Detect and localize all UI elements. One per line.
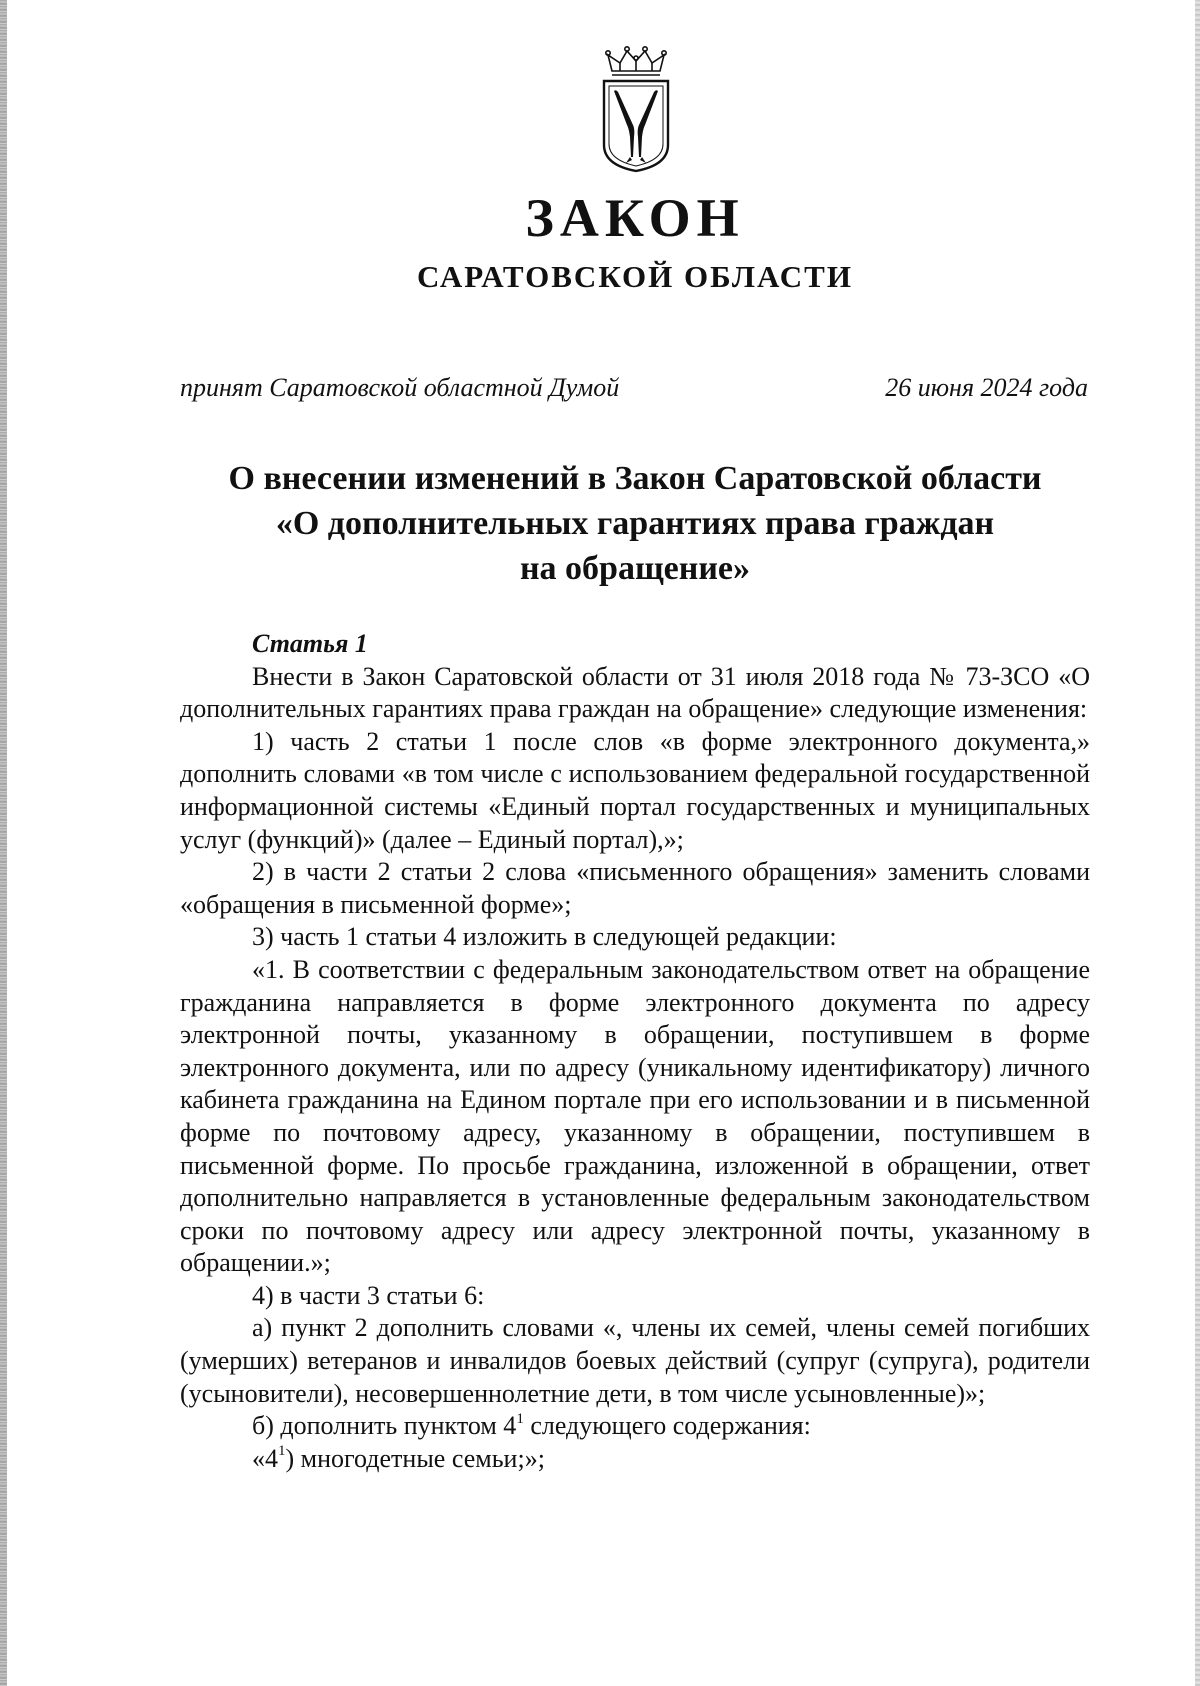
- article-intro: Внести в Закон Саратовской области от 31 июля 2018 года № 73-ЗСО «О дополнительных гарантиях права граждан на обращение» следующие изменения:: [180, 661, 1090, 724]
- document-title-line: на обращение»: [519, 550, 751, 587]
- amendment-item-3-text: «1. В соответствии с федеральным законодательством ответ на обращение гражданина направляется в форме электронного документа по адресу электронной почты, указанному в обращении, поступившем в форме электронного документа, или по адресу (уникальному идентификатору) личного кабинета гражданина на Едином портале при его использовании и в письменной форме по почтовому адресу, указанному в обращении, поступившем в письменной форме. По просьбе гражданина, изложенной в обращении, ответ дополнительно направляется в установленные федеральным законодательством сроки по почтовому адресу или адресу электронной почты, указанному в обращении.»;: [180, 954, 1090, 1278]
- quote-text: ) многодетные семьи;»;: [285, 1443, 545, 1473]
- amendment-item-4a: а) пункт 2 дополнить словами «, члены их семей, члены семей погибших (умерших) ветеранов и инвалидов боевых действий (супруг (супруга), родители (усыновители), несовершеннолетние дети, в том числе усыновленные)»;: [180, 1313, 1090, 1408]
- document-body: [180, 628, 1090, 1475]
- amendment-item-1: 1) часть 2 статьи 1 после слов «в форме электронного документа,» дополнить словами «в том числе с использованием федеральной государственной информационной системы «Единый портал государственных и муниципальных услуг (функций)» (далее – Единый портал),»;: [180, 726, 1090, 854]
- document-title-line: О внесении изменений в Закон Саратовской области: [228, 460, 1042, 497]
- adopted-by-text: принят Саратовской областной Думой: [180, 373, 620, 402]
- article-heading: Статья 1: [252, 629, 368, 658]
- superscript: 1: [278, 1443, 286, 1460]
- adoption-date: 26 июня 2024 года: [885, 373, 1088, 402]
- amendment-item-2: 2) в части 2 статьи 2 слова «письменного обращения» заменить словами «обращения в письменной форме»;: [180, 857, 1090, 919]
- document-title: [180, 456, 1090, 591]
- coat-of-arms-icon: [600, 45, 672, 173]
- scan-edge-right: [1195, 0, 1200, 1686]
- amendment-item-4: 4) в части 3 статьи 6:: [252, 1280, 485, 1310]
- amendment-item-4b-text: б) дополнить пунктом 4: [252, 1411, 517, 1441]
- document-title-line: «О дополнительных гарантиях права граждан: [275, 505, 995, 542]
- amendment-item-4b-quote: [180, 1443, 1090, 1476]
- amendment-item-4b: [180, 1410, 1090, 1443]
- amendment-item-3: 3) часть 1 статьи 4 изложить в следующей редакции:: [252, 922, 837, 952]
- quote-text: «4: [252, 1443, 278, 1473]
- law-heading: ЗАКОН: [525, 188, 745, 248]
- region-heading: САРАТОВСКОЙ ОБЛАСТИ: [417, 259, 853, 294]
- superscript: 1: [516, 1410, 524, 1427]
- scan-edge-left: [0, 0, 7, 1686]
- amendment-item-4b-text: следующего содержания:: [523, 1411, 811, 1441]
